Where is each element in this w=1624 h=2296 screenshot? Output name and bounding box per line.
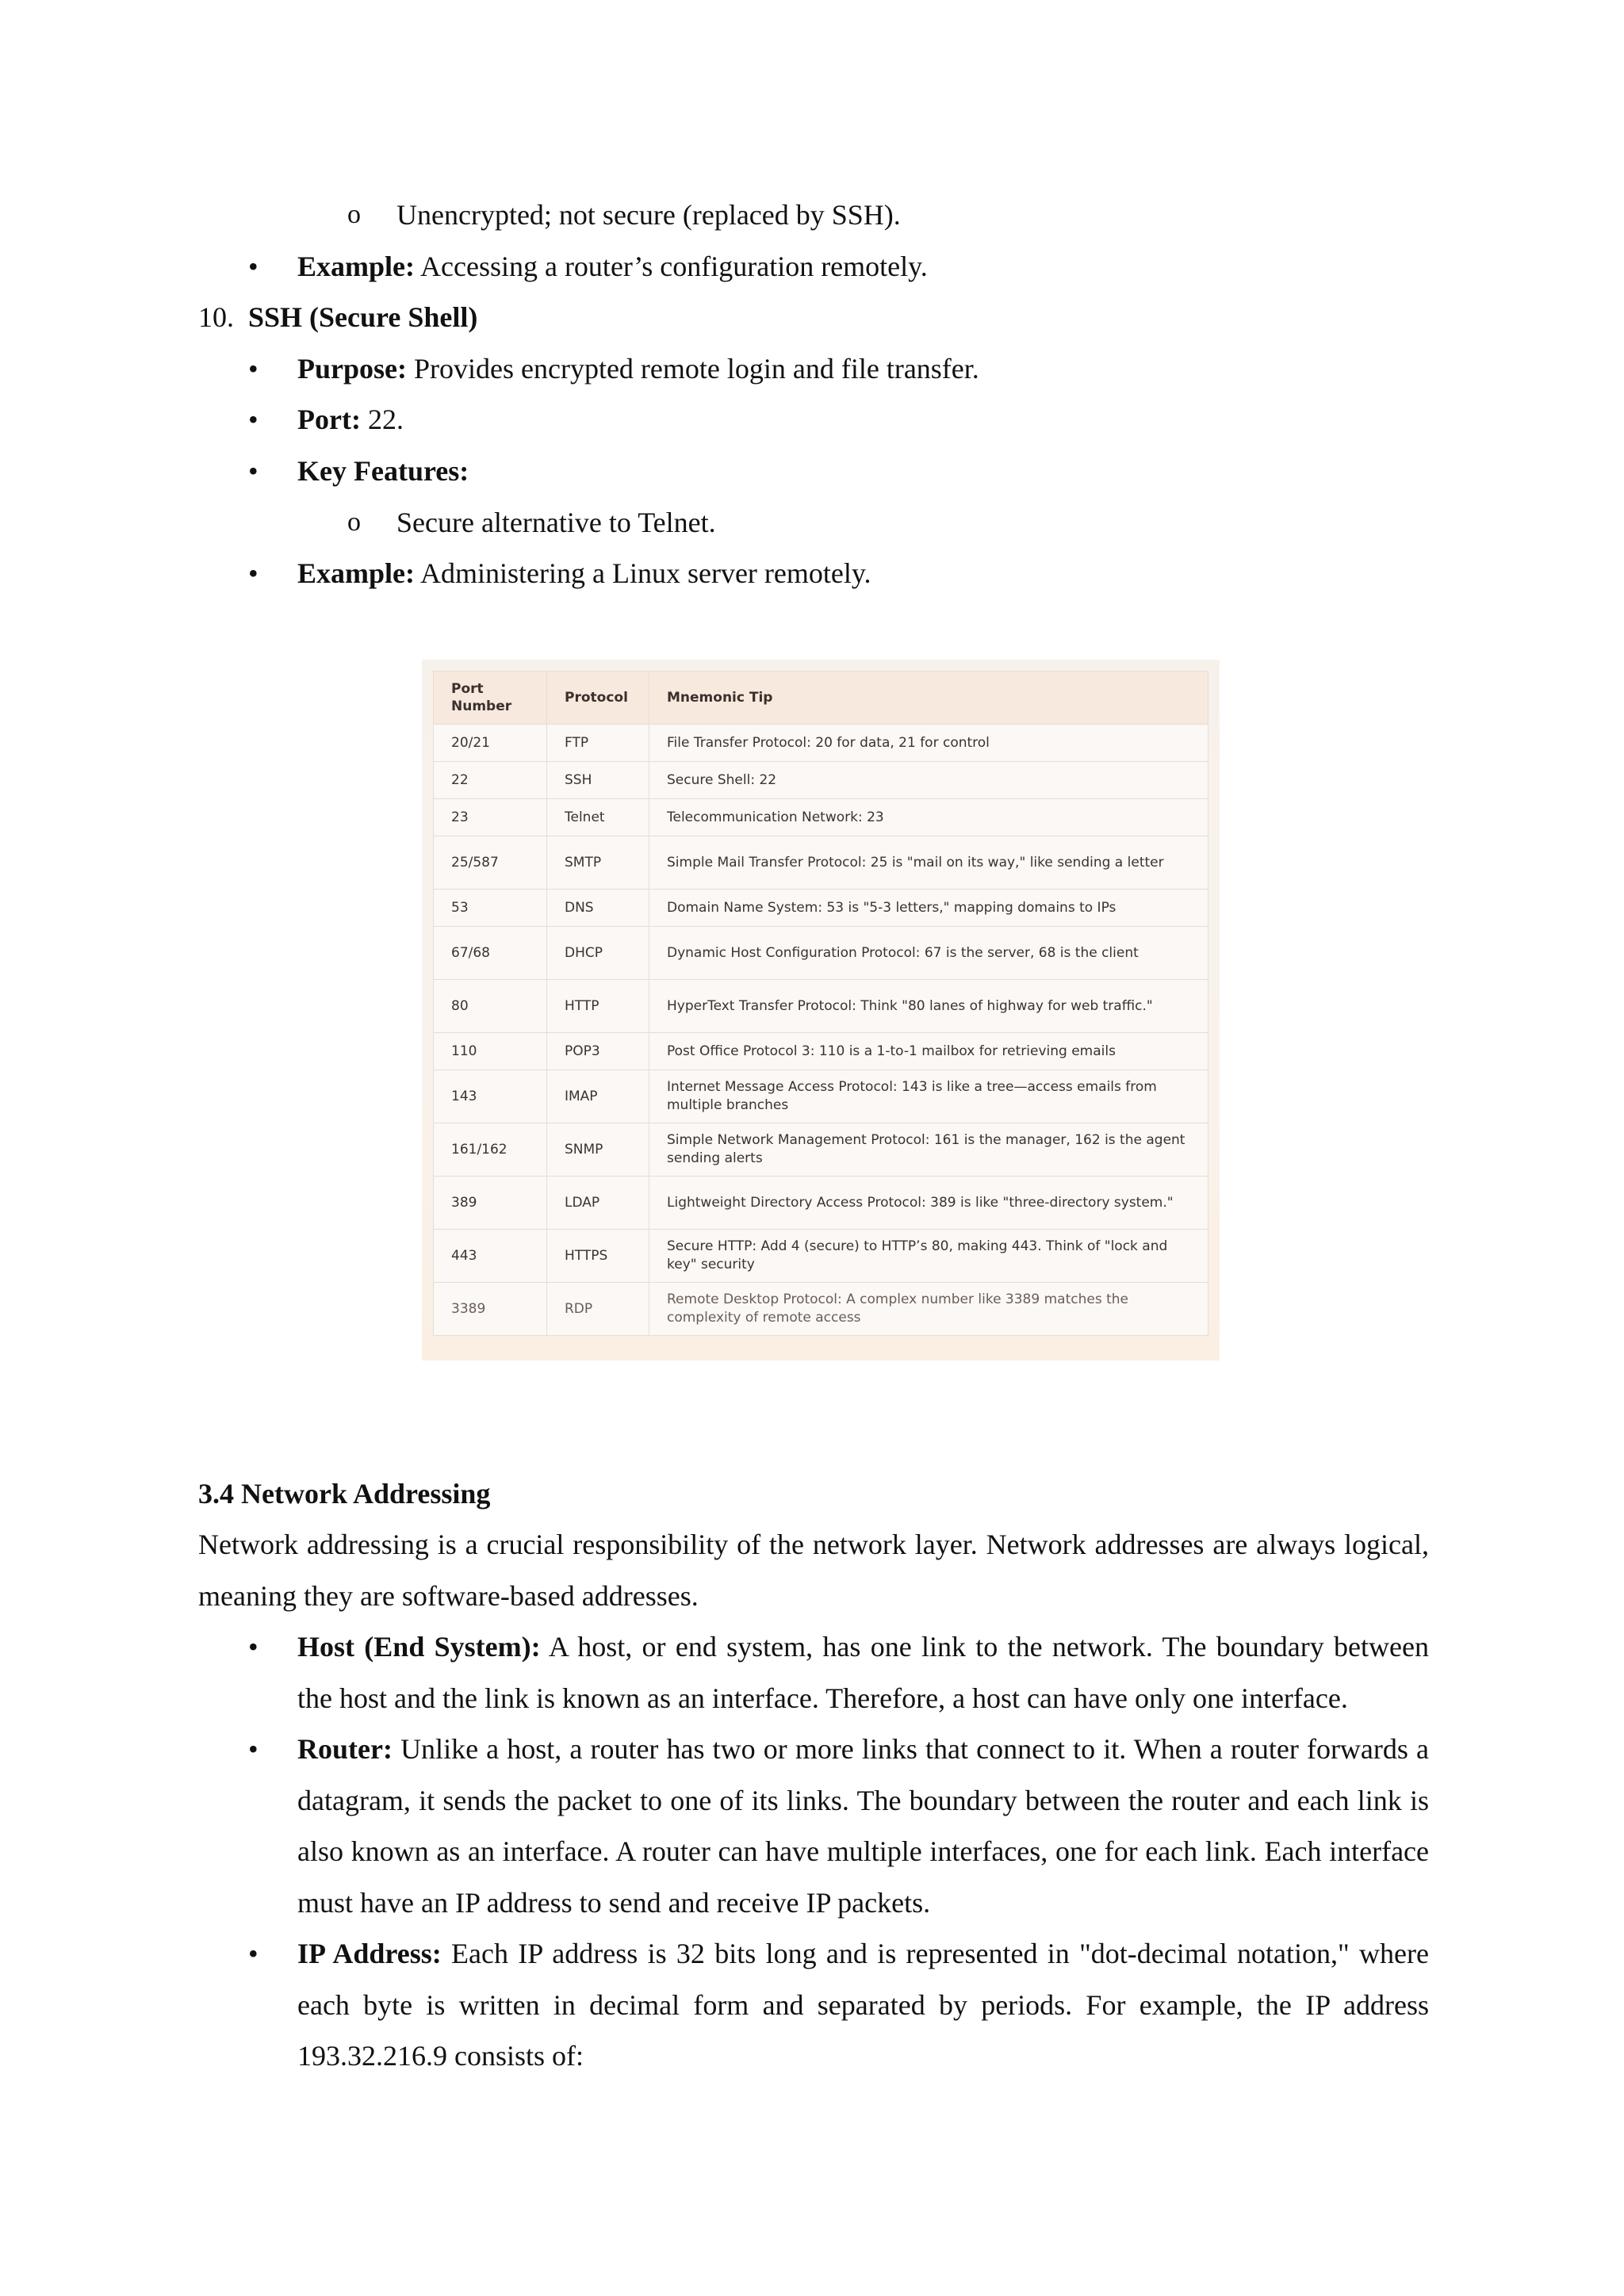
ssh-port-line	[297, 402, 404, 437]
table-row	[434, 1070, 1208, 1123]
cell-protocol: LDAP	[547, 1177, 649, 1230]
cell-mnemonic: File Transfer Protocol: 20 for data, 21 for control	[649, 725, 1208, 762]
addressing-intro-paragraph: Network addressing is a crucial responsibility of the network layer. Network addresses are always logical, meaning they are software-based addresses.	[198, 1529, 1429, 1612]
ip-address-label: IP Address:	[297, 1938, 442, 1969]
ssh-section-number: 10.	[198, 301, 234, 333]
telnet-example-label: Example:	[297, 251, 415, 282]
cell-mnemonic: Dynamic Host Configuration Protocol: 67 is the server, 68 is the client	[649, 927, 1208, 980]
table-row	[434, 1230, 1208, 1283]
bullet-marker: •	[248, 1631, 259, 1663]
router-label: Router:	[297, 1733, 393, 1765]
sub-bullet-marker: o	[347, 200, 361, 229]
telnet-example-text: Accessing a router’s configuration remotely.	[415, 251, 928, 282]
table-row	[434, 762, 1208, 799]
ssh-feature-1: Secure alternative to Telnet.	[396, 507, 716, 538]
cell-port: 25/587	[434, 836, 547, 890]
cell-protocol: SSH	[547, 762, 649, 799]
ssh-section-title: SSH (Secure Shell)	[248, 301, 478, 333]
ssh-purpose-label: Purpose:	[297, 353, 407, 385]
table-row	[434, 1033, 1208, 1070]
table-row	[434, 1123, 1208, 1177]
cell-port: 3389	[434, 1283, 547, 1336]
cell-port: 161/162	[434, 1123, 547, 1177]
cell-port: 143	[434, 1070, 547, 1123]
cell-protocol: DNS	[547, 890, 649, 927]
port-table-figure	[422, 660, 1220, 1360]
table-row	[434, 980, 1208, 1033]
section-heading-network-addressing: 3.4 Network Addressing	[198, 1478, 491, 1510]
table-row	[434, 890, 1208, 927]
ssh-purpose-text: Provides encrypted remote login and file transfer.	[407, 353, 979, 385]
cell-mnemonic: Telecommunication Network: 23	[649, 799, 1208, 836]
table-row	[434, 725, 1208, 762]
ssh-purpose-line	[297, 351, 979, 386]
port-table-header-row	[434, 672, 1208, 725]
cell-port: 80	[434, 980, 547, 1033]
cell-protocol: HTTP	[547, 980, 649, 1033]
cell-mnemonic: Secure HTTP: Add 4 (secure) to HTTP’s 80, making 443. Think of "lock and key" security	[649, 1230, 1208, 1283]
cell-port: 23	[434, 799, 547, 836]
sub-bullet-marker: o	[347, 507, 361, 537]
cell-mnemonic: Internet Message Access Protocol: 143 is like a tree—access emails from multiple branches	[649, 1070, 1208, 1123]
cell-mnemonic: Post Office Protocol 3: 110 is a 1-to-1 mailbox for retrieving emails	[649, 1033, 1208, 1070]
host-bullet-paragraph	[297, 1621, 1429, 1724]
host-label: Host (End System):	[297, 1631, 541, 1663]
cell-protocol: FTP	[547, 725, 649, 762]
cell-protocol: IMAP	[547, 1070, 649, 1123]
bullet-marker: •	[248, 251, 259, 282]
cell-port: 22	[434, 762, 547, 799]
cell-port: 20/21	[434, 725, 547, 762]
cell-protocol: POP3	[547, 1033, 649, 1070]
cell-port: 443	[434, 1230, 547, 1283]
bullet-marker: •	[248, 1733, 259, 1765]
cell-protocol: SMTP	[547, 836, 649, 890]
cell-protocol: Telnet	[547, 799, 649, 836]
table-row	[434, 1283, 1208, 1336]
cell-mnemonic: Secure Shell: 22	[649, 762, 1208, 799]
ssh-example-text: Administering a Linux server remotely.	[415, 557, 871, 589]
cell-mnemonic: Simple Network Management Protocol: 161 is the manager, 162 is the agent sending alerts	[649, 1123, 1208, 1177]
router-bullet-paragraph	[297, 1724, 1429, 1928]
bullet-marker: •	[248, 404, 259, 435]
cell-protocol: RDP	[547, 1283, 649, 1336]
cell-mnemonic: Domain Name System: 53 is "5-3 letters," mapping domains to IPs	[649, 890, 1208, 927]
bullet-marker: •	[248, 557, 259, 589]
cell-protocol: SNMP	[547, 1123, 649, 1177]
cell-protocol: DHCP	[547, 927, 649, 980]
cell-mnemonic: Simple Mail Transfer Protocol: 25 is "mail on its way," like sending a letter	[649, 836, 1208, 890]
table-row	[434, 1177, 1208, 1230]
cell-port: 110	[434, 1033, 547, 1070]
ssh-port-label: Port:	[297, 404, 361, 435]
cell-mnemonic: Remote Desktop Protocol: A complex number like 3389 matches the complexity of remote access	[649, 1283, 1208, 1336]
bullet-marker: •	[248, 455, 259, 487]
ssh-features-label: Key Features:	[297, 455, 469, 487]
cell-protocol: HTTPS	[547, 1230, 649, 1283]
table-row	[434, 799, 1208, 836]
host-text: A host, or end system, has one link to the network. The boundary between the host and the link is known as an interface. Therefore, a host can have only one interface.	[297, 1631, 1429, 1714]
telnet-feature-unencrypted: Unencrypted; not secure (replaced by SSH).	[396, 199, 901, 231]
header-mnemonic-tip: Mnemonic Tip	[649, 672, 1208, 725]
ip-address-bullet-paragraph	[297, 1928, 1429, 2082]
router-text: Unlike a host, a router has two or more links that connect to it. When a router forwards a datagram, it sends the packet to one of its links. The boundary between the router and each link is also known as an interface. A router can have multiple interfaces, one for each link. Each interface must have an IP address to send and receive IP packets.	[297, 1733, 1429, 1919]
bullet-marker: •	[248, 1938, 259, 1969]
port-table	[433, 671, 1208, 1336]
ssh-example-label: Example:	[297, 557, 415, 589]
ssh-example-line	[297, 556, 871, 591]
table-row	[434, 927, 1208, 980]
cell-mnemonic: HyperText Transfer Protocol: Think "80 lanes of highway for web traffic."	[649, 980, 1208, 1033]
header-protocol: Protocol	[547, 672, 649, 725]
ip-address-text: Each IP address is 32 bits long and is represented in "dot-decimal notation," where each byte is written in decimal form and separated by periods. For example, the IP address 193.32.216.9 consists of:	[297, 1938, 1429, 2072]
table-row	[434, 836, 1208, 890]
header-port-number: Port Number	[434, 672, 547, 725]
ssh-port-text: 22.	[360, 404, 404, 435]
telnet-example-line	[297, 249, 928, 284]
cell-port: 67/68	[434, 927, 547, 980]
cell-mnemonic: Lightweight Directory Access Protocol: 389 is like "three-directory system."	[649, 1177, 1208, 1230]
cell-port: 389	[434, 1177, 547, 1230]
bullet-marker: •	[248, 353, 259, 385]
cell-port: 53	[434, 890, 547, 927]
